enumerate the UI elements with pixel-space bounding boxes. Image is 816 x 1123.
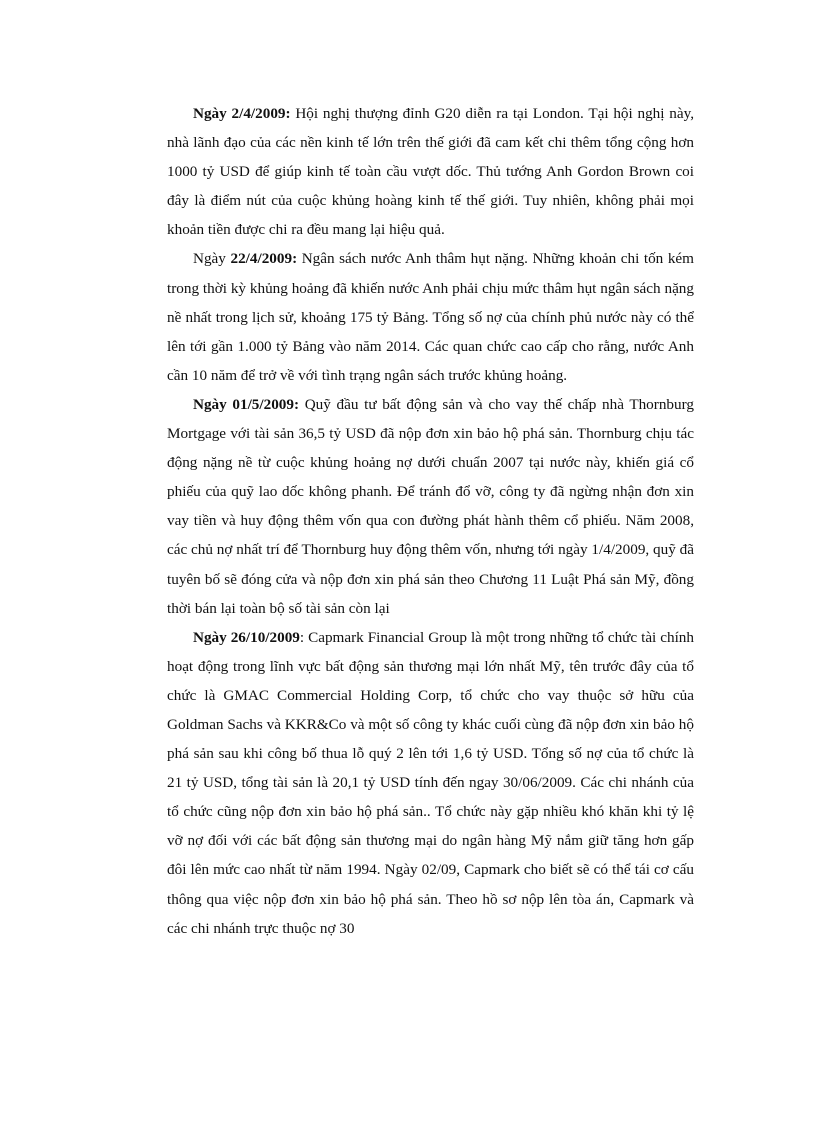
paragraph-text: Quỹ đầu tư bất động sản và cho vay thế chấp nhà Thornburg Mortgage với tài sản 36,5 tỷ USD đã nộp đơn xin bảo hộ phá sản. Thornburg chịu tác động nặng nề từ cuộc khủng hoảng nợ dưới chuẩn 2007 tại nước này, khiến giá cổ phiếu của quỹ lao dốc không phanh. Để tránh đổ vỡ, công ty đã ngừng nhận đơn xin vay tiền và huy động thêm vốn qua con đường phát hành thêm cổ phiếu. Năm 2008, các chủ nợ nhất trí để Thornburg huy động thêm vốn, nhưng tới ngày 1/4/2009, quỹ đã tuyên bố sẽ đóng cửa và nộp đơn xin phá sản theo Chương 11 Luật Phá sản Mỹ, đồng thời bán lại toàn bộ số tài sản còn lại (167, 395, 694, 617)
paragraph-date: Ngày 01/5/2009: (193, 395, 300, 413)
paragraph-date: Ngày 26/10/2009 (193, 628, 300, 646)
paragraph-lead: Ngày (193, 250, 231, 268)
paragraph-date: Ngày 2/4/2009: (193, 105, 291, 122)
paragraph-26-10-2009 (167, 623, 694, 943)
paragraph-text: Ngân sách nước Anh thâm hụt nặng. Những khoản chi tốn kém trong thời kỳ khủng hoảng đã khiến nước Anh phải chịu mức thâm hụt ngân sách nặng nề nhất trong lịch sử, khoảng 175 tỷ Bảng. Tổng số nợ của chính phủ nước này có thể lên tới gần 1.000 tỷ Bảng vào năm 2014. Các quan chức cao cấp cho rằng, nước Anh cần 10 năm để trở về với tình trạng ngân sách trước khủng hoảng. (167, 250, 694, 384)
paragraph-text: : Capmark Financial Group là một trong những tổ chức tài chính hoạt động trong lĩnh vực bất động sản thương mại lớn nhất Mỹ, tên trước đây của tổ chức là GMAC Commercial Holding Corp, tổ chức cho vay thuộc sở hữu của Goldman Sachs và KKR&Co và một số công ty khác cuối cùng đã nộp đơn xin bảo hộ phá sản sau khi công bố thua lỗ quý 2 lên tới 1,6 tỷ USD. Tổng số nợ của tổ chức là 21 tỷ USD, tổng tài sản là 20,1 tỷ USD tính đến ngay 30/06/2009. Các chi nhánh của tổ chức cũng nộp đơn xin bảo hộ phá sản.. Tổ chức này gặp nhiều khó khăn khi tỷ lệ vỡ nợ đối với các bất động sản thương mại do ngân hàng Mỹ nắm giữ tăng hơn gấp đôi lên mức cao nhất từ năm 1994. Ngày 02/09, Capmark cho biết sẽ có thể tái cơ cấu thông qua việc nộp đơn xin bảo hộ phá sản. Theo hồ sơ nộp lên tòa án, Capmark và các chi nhánh trực thuộc nợ 30 (167, 628, 694, 937)
paragraph-01-5-2009 (167, 390, 694, 623)
paragraph-2-4-2009 (167, 99, 694, 244)
document-page (167, 99, 694, 943)
paragraph-text: Hội nghị thượng đỉnh G20 diễn ra tại London. Tại hội nghị này, nhà lãnh đạo của các nền kinh tế lớn trên thế giới đã cam kết chi thêm tổng cộng hơn 1000 tỷ USD để giúp kinh tế toàn cầu vượt dốc. Thủ tướng Anh Gordon Brown coi đây là điểm nút của cuộc khủng hoàng kinh tế thế giới. Tuy nhiên, không phải mọi khoản tiền được chi ra đều mang lại hiệu quả. (167, 105, 694, 239)
paragraph-date: 22/4/2009: (230, 250, 298, 268)
paragraph-22-4-2009 (167, 244, 694, 389)
